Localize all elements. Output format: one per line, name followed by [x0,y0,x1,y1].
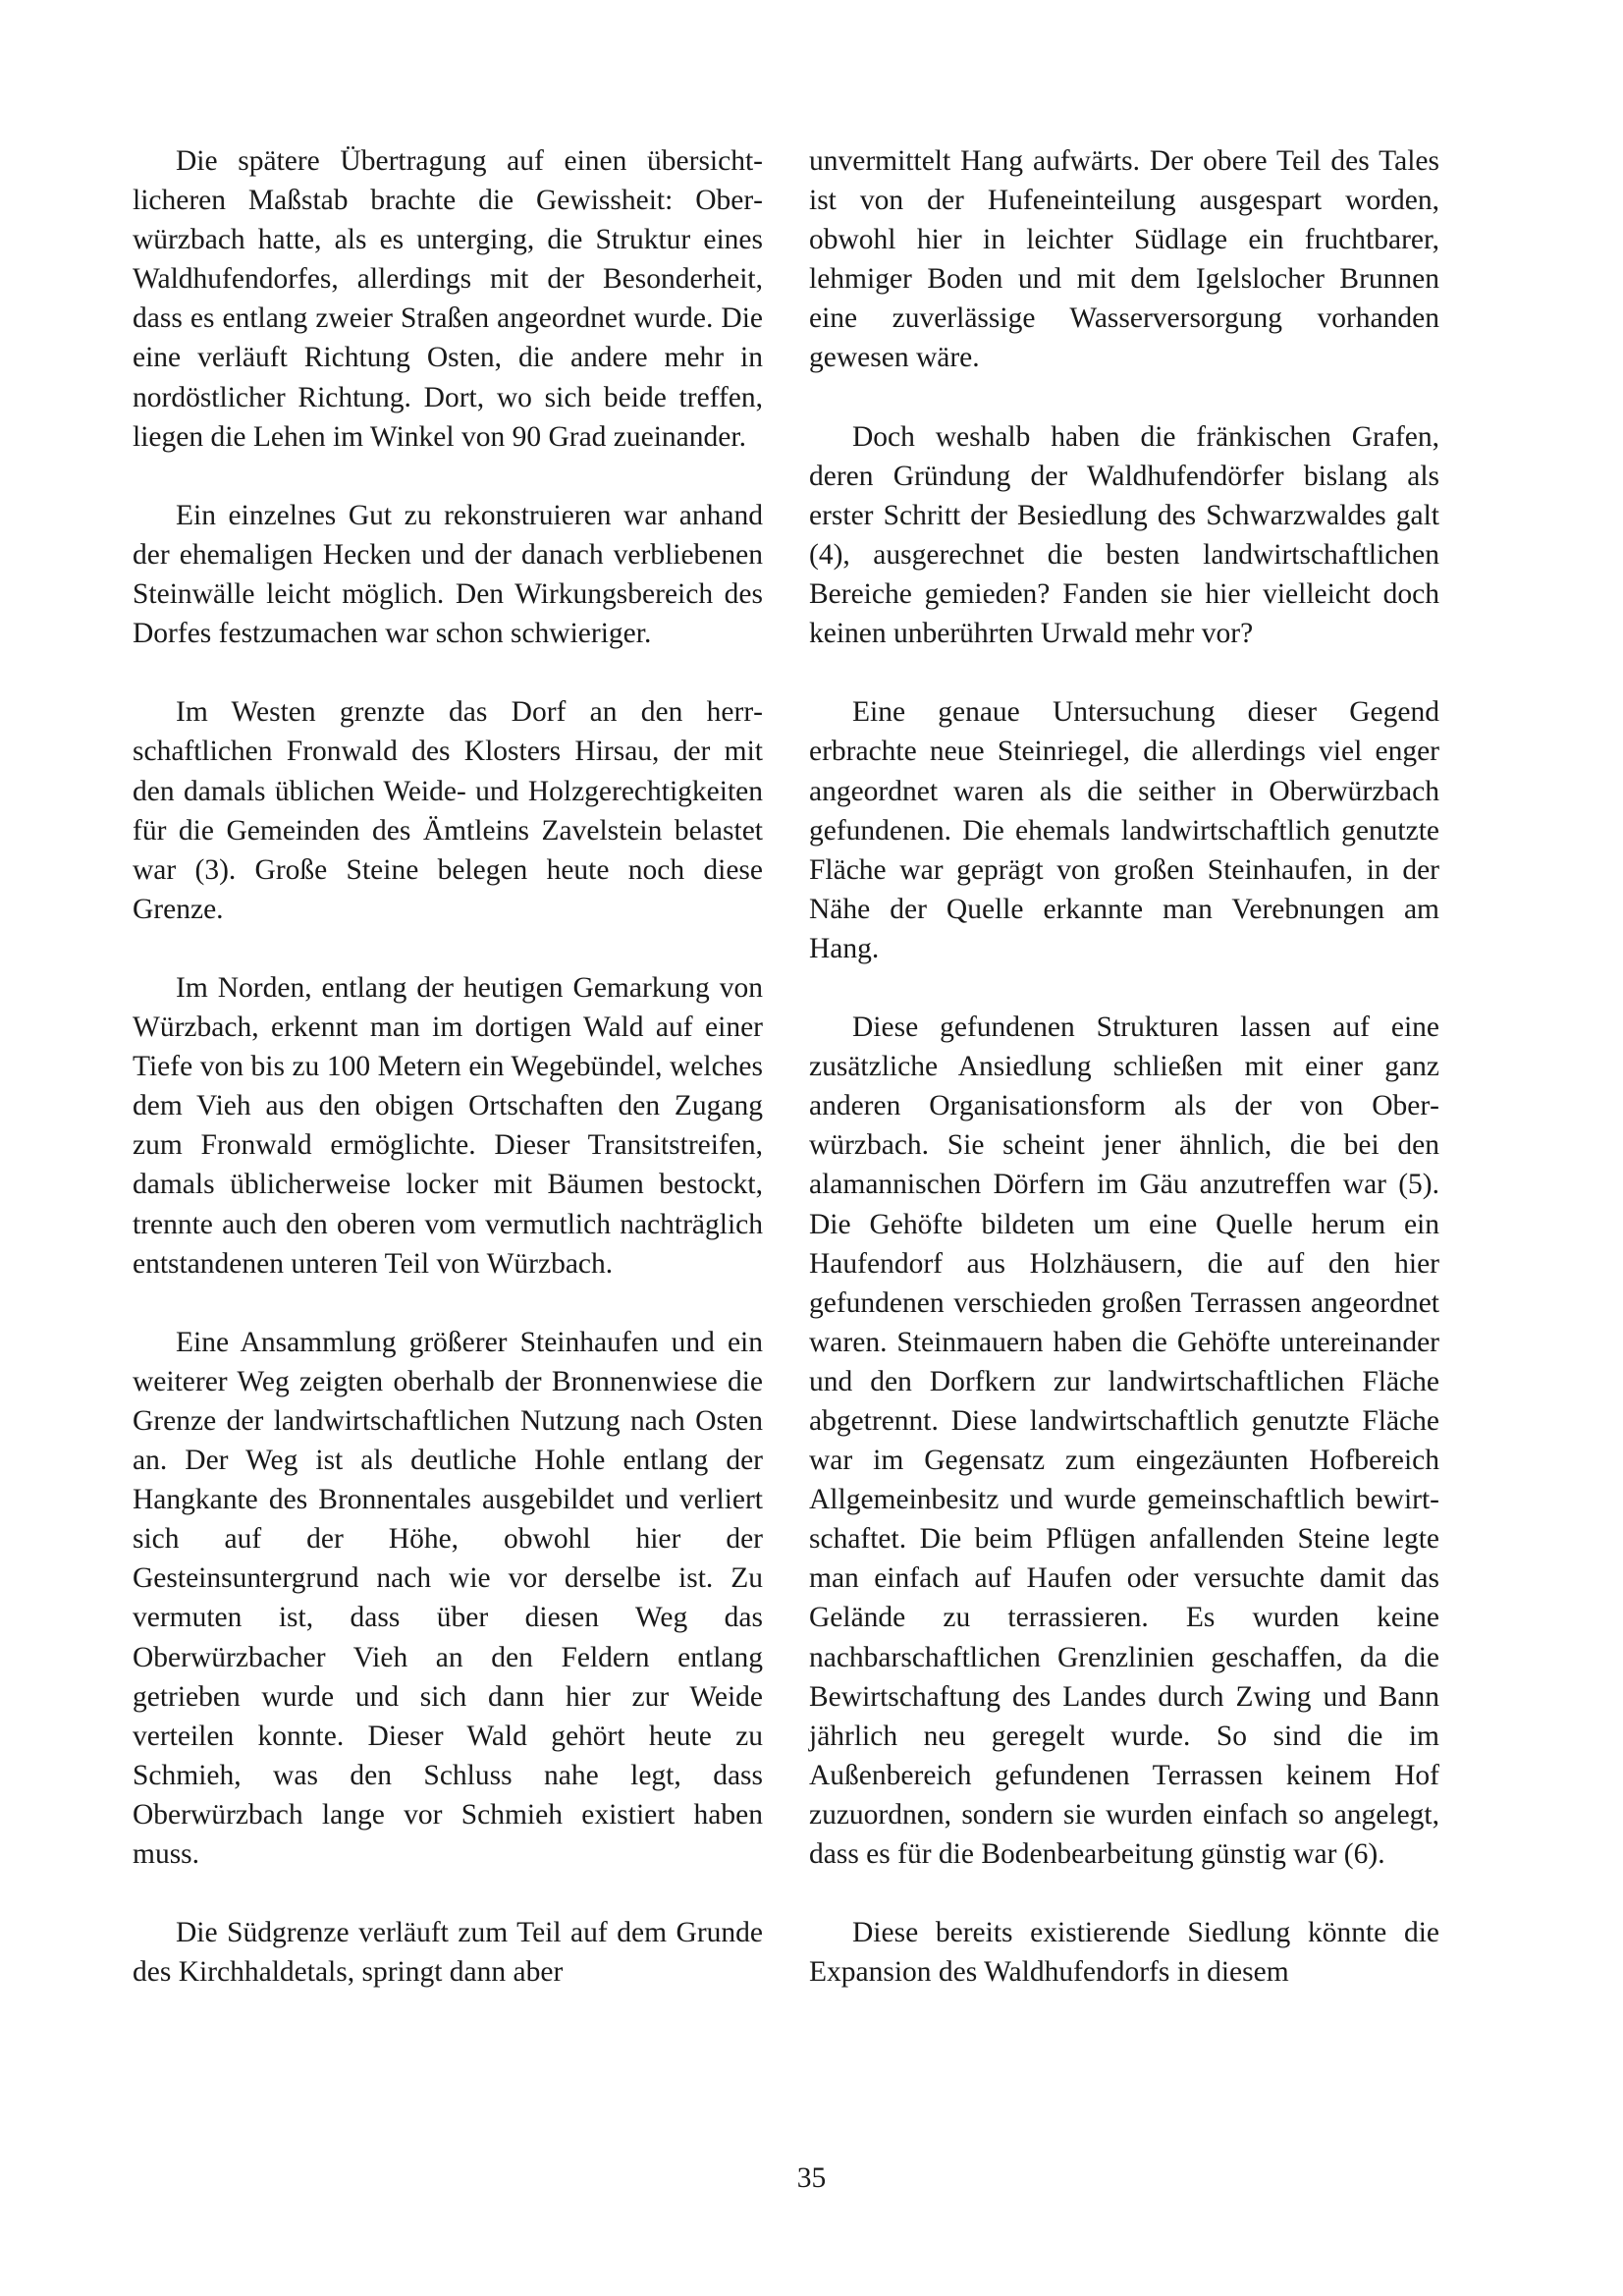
left-text-column [133,141,763,1992]
page-number: 35 [796,2162,827,2194]
paragraph: Im Westen grenzte das Dorf an den herrschaftlichen Fronwald des Klosters Hirsau, der mit den damals üblichen Weide- und Holzgerechtigkeiten für die Gemeinden des Ämtleins Zavelstein belastet war (3). Große Steine belegen heute noch diese Grenze. [133,696,763,925]
paragraph: Eine Ansammlung größerer Steinhaufen und ein weiterer Weg zeigten oberhalb der Bronnenwiese die Grenze der landwirtschaftlichen Nutzung nach Osten an. Der Weg ist als deutliche Hohle entlang der Hangkante des Bronnentales ausgebildet und verliert sich auf der Höhe, obwohl hier der Gesteinsuntergrund nach wie vor derselbe ist. Zu vermuten ist, dass über diesen Weg das Oberwürzbacher Vieh an den Feldern entlang getrieben wurde und sich dann hier zur Weide verteilen konnte. Dieser Wald gehört heute zu Schmieh, was den Schluss nahe legt, dass Oberwürzbach lange vor Schmieh existiert haben muss. [133,1326,763,1871]
right-text-column [809,141,1439,1992]
paragraph: Diese gefundenen Strukturen lassen auf eine zusätzliche Ansiedlung schließen mit einer ganz anderen Organisationsform als der von Oberwürzbach. Sie scheint jener ähnlich, die bei den alamannischen Dörfern im Gäu anzutreffen war (5). Die Gehöfte bildeten um eine Quelle herum ein Haufendorf aus Holzhäusern, die auf den hier gefundenen verschieden großen Terrassen angeordnet waren. Steinmauern haben die Gehöfte untereinander und den Dorfkern zur landwirtschaftlichen Fläche abgetrennt. Diese landwirtschaftlich genutzte Fläche war im Gegensatz zum eingezäunten Hofbereich Allgemeinbesitz und wurde gemeinschaftlich bewirtschaftet. Die beim Pflügen anfallenden Steine legte man einfach auf Haufen oder versuchte damit das Gelände zu terrassieren. Es wurden keine nachbarschaftlichen Grenzlinien geschaffen, da die Bewirtschaftung des Landes durch Zwing und Bann jährlich neu geregelt wurde. So sind die im Außenbereich gefundenen Terrassen keinem Hof zuzuordnen, sondern sie wurden einfach so angelegt, dass es für die Bodenbearbeitung günstig war (6). [809,1011,1439,1871]
paragraph: Diese bereits existierende Siedlung könnte die Expansion des Waldhufendorfs in diesem [809,1917,1439,1989]
paragraph: Im Norden, entlang der heutigen Gemarkung von Würzbach, erkennt man im dortigen Wald auf einer Tiefe von bis zu 100 Metern ein Wegebündel, welches dem Vieh aus den obigen Ortschaften den Zugang zum Fronwald ermöglichte. Dieser Transitstreifen, damals üblicherweise locker mit Bäumen bestockt, trennte auch den oberen vom vermutlich nachträglich entstandenen unteren Teil von Würzbach. [133,971,763,1280]
paragraph-continuation: unvermittelt Hang aufwärts. Der obere Teil des Tales ist von der Hufeneinteilung ausgespart worden, obwohl hier in leichter Südlage ein fruchtbarer, lehmiger Boden und mit dem Igelslocher Brunnen eine zuverlässige Wasserversorgung vorhanden gewesen wäre. [809,145,1439,374]
paragraph: Die spätere Übertragung auf einen übersichtlicheren Maßstab brachte die Gewissheit: Oberwürzbach hatte, als es unterging, die Struktur eines Waldhufendorfes, allerdings mit der Besonderheit, dass es entlang zweier Straßen angeordnet wurde. Die eine verläuft Richtung Osten, die andere mehr in nordöstlicher Richtung. Dort, wo sich beide treffen, liegen die Lehen im Winkel von 90 Grad zueinander. [133,145,763,453]
paragraph: Ein einzelnes Gut zu rekonstruieren war anhand der ehemaligen Hecken und der danach verbliebenen Steinwälle leicht möglich. Den Wirkungsbereich des Dorfes festzumachen war schon schwieriger. [133,499,763,650]
paragraph: Eine genaue Untersuchung dieser Gegend erbrachte neue Steinriegel, die allerdings viel enger angeordnet waren als die seither in Oberwürzbach gefundenen. Die ehemals landwirtschaftlich genutzte Fläche war geprägt von großen Steinhaufen, in der Nähe der Quelle erkannte man Verebnungen am Hang. [809,696,1439,964]
paragraph: Die Südgrenze verläuft zum Teil auf dem Grunde des Kirchhaldetals, springt dann aber [133,1917,763,1989]
paragraph: Doch weshalb haben die fränkischen Grafen, deren Gründung der Waldhufendörfer bislang als erster Schritt der Besiedlung des Schwarzwaldes galt (4), ausgerechnet die besten landwirtschaftlichen Bereiche gemieden? Fanden sie hier vielleicht doch keinen unberührten Urwald mehr vor? [809,420,1439,650]
